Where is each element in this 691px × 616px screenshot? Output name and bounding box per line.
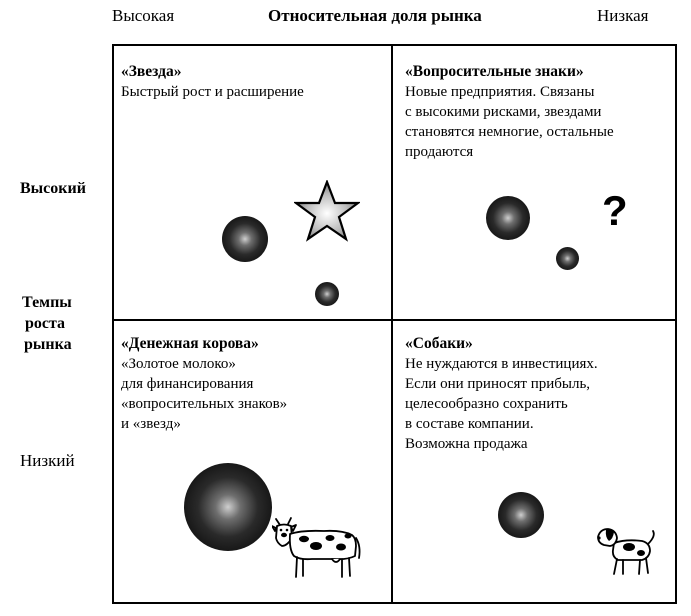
quadrant-stars-title: «Звезда» <box>121 63 182 80</box>
quadrant-question-marks-line: продаются <box>405 144 474 160</box>
quadrant-dogs-line: в составе компании. <box>405 416 534 432</box>
star-icon <box>294 180 360 242</box>
quadrant-question-marks-title: «Вопросительные знаки» <box>405 63 584 80</box>
header-low-share: Низкая <box>597 6 649 25</box>
header-high-share: Высокая <box>112 6 175 25</box>
quadrant-dogs-line: Не нуждаются в инвестициях. <box>405 356 598 372</box>
side-high-growth: Высокий <box>20 180 86 197</box>
quadrant-stars-text <box>121 62 304 102</box>
business-unit-circle <box>556 247 579 270</box>
business-unit-circle <box>184 463 272 551</box>
quadrant-cash-cow-line: для финансирования <box>121 376 254 392</box>
quadrant-cash-cow-text <box>121 334 287 434</box>
quadrant-cash-cow-line: и «звезд» <box>121 416 181 432</box>
quadrant-cash-cow-title: «Денежная корова» <box>121 335 259 352</box>
business-unit-circle <box>498 492 544 538</box>
quadrant-dogs-text <box>405 334 598 454</box>
quadrant-question-marks-text <box>405 62 614 162</box>
dog-icon <box>596 526 658 578</box>
cow-icon <box>272 516 362 580</box>
quadrant-dogs-line: целесообразно сохранить <box>405 396 568 412</box>
quadrant-dogs-title: «Собаки» <box>405 335 473 352</box>
quadrant-dogs-line: Если они приносят прибыль, <box>405 376 591 392</box>
business-unit-circle <box>222 216 268 262</box>
side-axis-line-1: Темпы <box>22 294 72 311</box>
question-mark-icon: ? <box>602 187 628 234</box>
quadrant-question-marks-line: Новые предприятия. Связаны <box>405 84 595 100</box>
business-unit-circle <box>486 196 530 240</box>
quadrant-dogs-line: Возможна продажа <box>405 436 528 452</box>
quadrant-stars-line: Быстрый рост и расширение <box>121 84 304 100</box>
side-axis-line-2: роста <box>25 315 66 332</box>
quadrant-question-marks-line: с высокими рисками, звездами <box>405 104 602 120</box>
quadrant-cash-cow-line: «вопросительных знаков» <box>121 396 288 412</box>
business-unit-circle <box>315 282 339 306</box>
side-axis-line-3: рынка <box>24 336 72 353</box>
quadrant-question-marks-line: становятся немногие, остальные <box>405 124 614 140</box>
side-low-growth: Низкий <box>20 451 75 470</box>
header-axis-title: Относительная доля рынка <box>268 6 482 25</box>
quadrant-cash-cow-line: «Золотое молоко» <box>121 356 236 372</box>
